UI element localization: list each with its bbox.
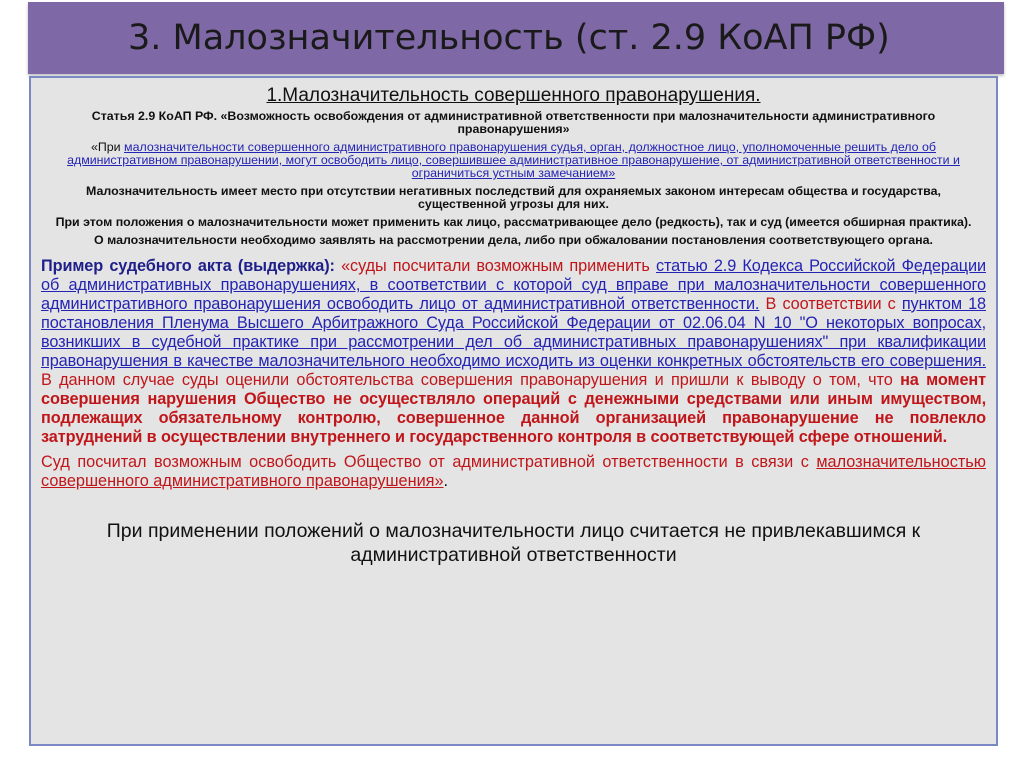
court-underlined: малозначительностью совершенного административного правонарушения»	[41, 453, 986, 490]
court-example	[41, 257, 986, 447]
paragraph-definition: Малозначительность имеет место при отсутствии негативных последствий для охраняемых законом интересам общества и государства, существенной угрозы для них.	[86, 184, 941, 211]
plenum-resolution-link[interactable]: пунктом 18 постановления Пленума Высшего Арбитражного Суда Российской Федерации от 02.06.04 N 10 "О некоторых вопросах, возникших в судебной практике при рассмотрении дел об административных правонарушениях" при квалификации правонарушения в качестве малозначительного необходимо исходить из оценки конкретных обстоятельств его совершения.	[41, 295, 986, 370]
article-quote	[41, 141, 986, 180]
court-end: .	[443, 472, 449, 490]
article-quote-link[interactable]: малозначительности совершенного административного правонарушения судья, орган, должностное лицо, уполномоченные решить дело об административном правонарушении, могут освободить лицо, совершившее административное правонарушение, от административной ответственности и ограничиться устным замечанием»	[67, 140, 960, 180]
paragraph-procedure: О малозначительности необходимо заявлять на рассмотрении дела, либо при обжаловании постановления соответствующего органа.	[94, 233, 933, 247]
title-bar	[28, 2, 1004, 74]
example-red-2: В соответствии с	[759, 295, 902, 313]
example-red-bold: на момент совершения нарушения Общество не осуществляло операций с денежными средствами или иным имуществом, подлежащих обязательному контролю, совершенное данной организацией правонарушение не повлекло затруднений в осуществлении внутреннего и государственного контроля в соответствующей сфере отношений.	[41, 371, 987, 446]
example-label: Пример судебного акта (выдержка):	[41, 257, 335, 275]
article-caption: Статья 2.9 КоАП РФ. «Возможность освобождения от административной ответственности при малозначительности административного правонарушения»	[91, 109, 936, 136]
paragraph-applicability: При этом положения о малозначительности может применить как лицо, рассматривающее дело (редкость), так и суд (имеется обширная практика).	[55, 215, 972, 229]
example-red-3: В данном случае суды оценили обстоятельства совершения правонарушения и пришли к выводу о том, что	[41, 371, 901, 389]
court-text: Суд посчитал возможным освободить Общество от административной ответственности в связи с	[41, 453, 817, 471]
section-heading: 1.Малозначительность совершенного правонарушения.	[266, 85, 761, 106]
quote-open: «При	[90, 140, 125, 154]
court-conclusion	[41, 453, 986, 491]
content-box	[29, 76, 998, 746]
example-red-1: «суды посчитали возможным применить	[334, 257, 656, 275]
slide-title: 3. Малозначительность (ст. 2.9 КоАП РФ)	[128, 18, 890, 58]
article-2-9-link[interactable]: статью 2.9 Кодекса Российской Федерации об административных правонарушениях, в соответствии с которой суд вправе при малозначительности совершенного административного правонарушения освободить лицо от административной ответственности.	[41, 257, 986, 313]
footer-conclusion: При применении положений о малозначительности лицо считается не привлекавшимся к административной ответственности	[106, 520, 921, 566]
